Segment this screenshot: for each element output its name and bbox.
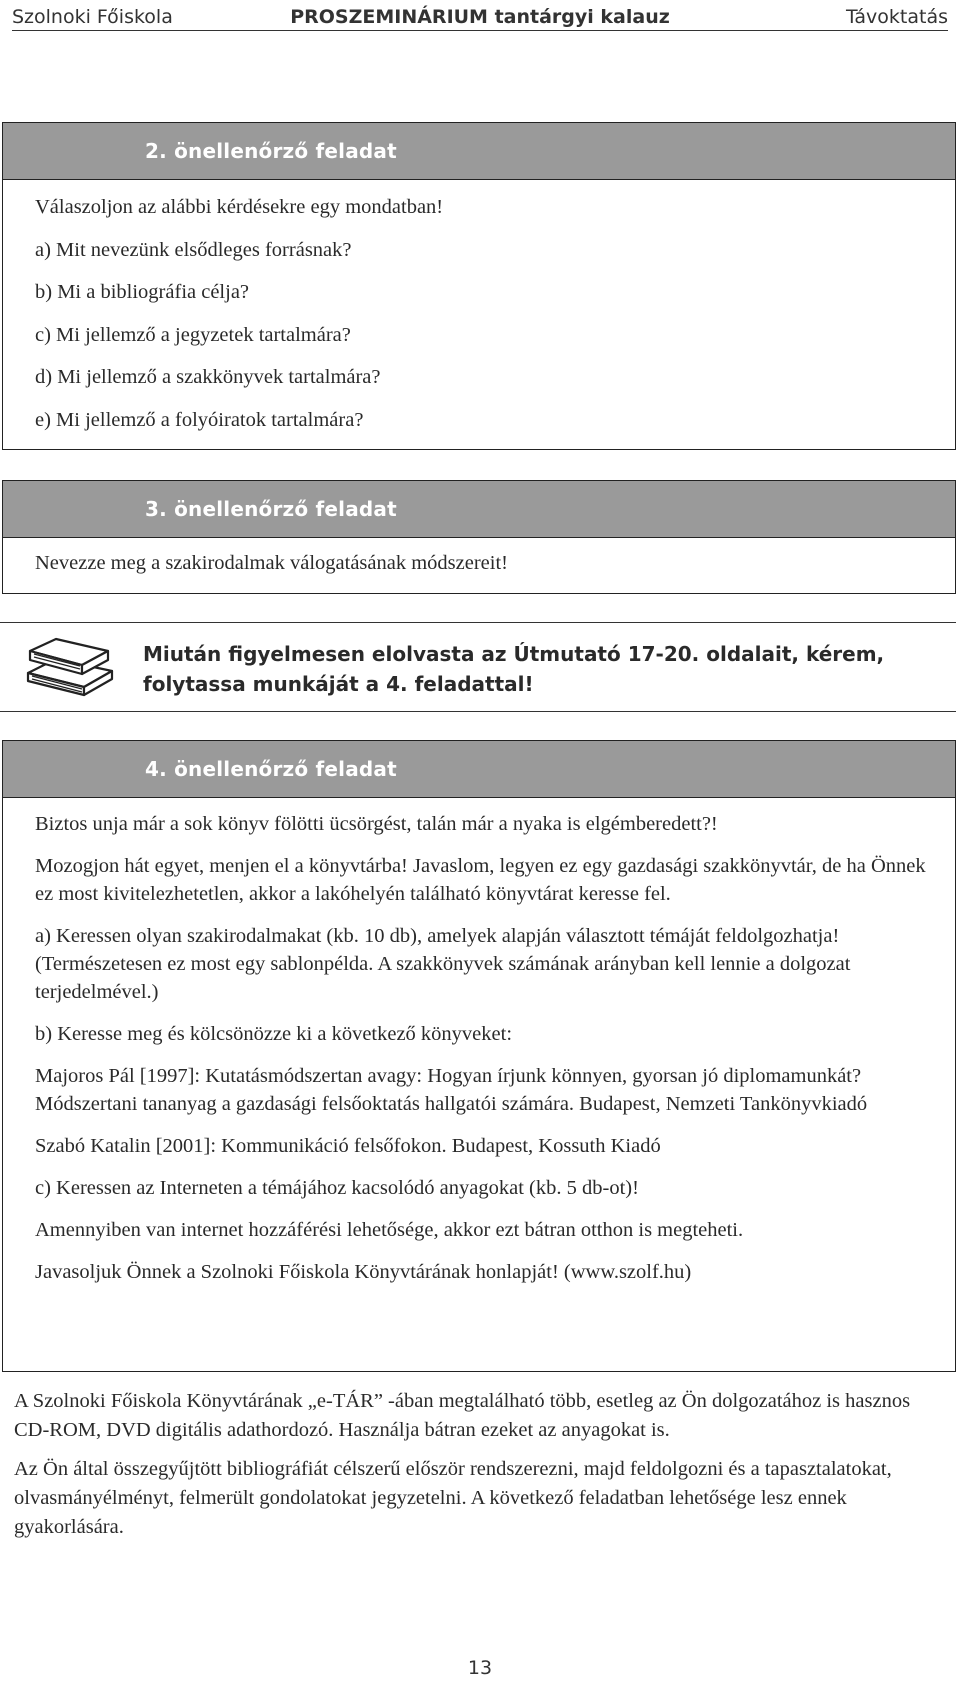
exercise-4-title: 4. önellenőrző feladat (3, 741, 955, 798)
header-institution: Szolnoki Főiskola (12, 6, 173, 28)
exercise-2-question-b: b) Mi a bibliográfia célja? (35, 281, 250, 303)
exercise-2-title: 2. önellenőrző feladat (3, 123, 955, 180)
reading-callout (0, 622, 956, 712)
exercise-2-question-c: c) Mi jellemző a jegyzetek tartalmára? (35, 323, 351, 346)
exercise-4-task-a: a) Keressen olyan szakirodalmakat (kb. 10 db), amelyek alapján választott témáját feldolgozhatja! (Természetesen ez most egy sablonpélda. A szakkönyvek számának arányban kell lennie a dolgozat terjedelmével.) (35, 925, 851, 1003)
body-paragraph-etar: A Szolnoki Főiskola Könyvtárának „e-TÁR” -ában megtalálható több, esetleg az Ön dolgozatához is hasznos CD-ROM, DVD digitális adathordozó. Használja bátran ezeket az anyagokat is. (14, 1390, 911, 1441)
exercise-4-intro: Biztos unja már a sok könyv fölötti ücsörgést, talán már a nyaka is elgémberedett?! (35, 813, 718, 835)
body-text (14, 1387, 944, 1552)
callout-line-2: folytassa munkáját a 4. feladattal! (143, 672, 534, 696)
exercise-4-website-recommendation: Javasoljuk Önnek a Szolnoki Főiskola Könyvtárának honlapját! (www.szolf.hu) (35, 1261, 692, 1283)
page-number: 13 (467, 1657, 493, 1679)
exercise-3-box (2, 480, 956, 594)
callout-text (143, 639, 933, 699)
exercise-2-question-d: d) Mi jellemző a szakkönyvek tartalmára? (35, 366, 381, 388)
books-icon (22, 635, 116, 702)
exercise-4-library-paragraph: Mozogjon hát egyet, menjen el a könyvtárba! Javaslom, legyen ez egy gazdasági szakkönyvtár, de ha Önnek ez most kivitelezhetetlen, akkor a lakóhelyén található könyvtárat keresse fel. (35, 855, 926, 905)
exercise-4-box (2, 740, 956, 1372)
exercise-3-title: 3. önellenőrző feladat (3, 481, 955, 538)
exercise-2-question-e: e) Mi jellemző a folyóiratok tartalmára? (35, 408, 364, 431)
exercise-4-task-c: c) Keressen az Interneten a témájához kacsolódó anyagokat (kb. 5 db-ot)! (35, 1177, 639, 1199)
exercise-2-body (3, 180, 955, 449)
exercise-2-question-a: a) Mit nevezünk elsődleges forrásnak? (35, 238, 352, 261)
exercise-2-box (2, 122, 956, 450)
exercise-2-instruction: Válaszoljon az alábbi kérdésekre egy mondatban! (35, 196, 444, 218)
exercise-3-text: Nevezze meg a szakirodalmak válogatásának módszereit! (35, 552, 508, 574)
exercise-4-task-b: b) Keresse meg és kölcsönözze ki a következő könyveket: (35, 1023, 513, 1045)
header-course-title: PROSZEMINÁRIUM tantárgyi kalauz (290, 6, 670, 28)
exercise-4-body (3, 798, 955, 1308)
body-paragraph-bibliography: Az Ön által összegyűjtött bibliográfiát célszerű először rendszerezni, majd feldolgozni és a tapasztalatokat, olvasmányélményt, felmerült gondolatokat jegyzetelni. A következő feladatban lehetősége lesz ennek gyakorlására. (14, 1458, 892, 1538)
exercise-4-internet-note: Amennyiben van internet hozzáférési lehetősége, akkor ezt bátran otthon is megteheti. (35, 1219, 744, 1241)
exercise-4-reference-majoros: Majoros Pál [1997]: Kutatásmódszertan avagy: Hogyan írjunk könnyen, gyorsan jó diplomamunkát? Módszertani tananyag a gazdasági felsőoktatás hallgatói számára. Budapest, Nemzeti Tankönyvkiadó (35, 1065, 868, 1115)
callout-line-1: Miután figyelmesen elolvasta az Útmutató 17-20. oldalait, kérem, (143, 642, 885, 666)
exercise-4-reference-szabo: Szabó Katalin [2001]: Kommunikáció felsőfokon. Budapest, Kossuth Kiadó (35, 1135, 661, 1157)
header-mode: Távoktatás (845, 6, 948, 28)
exercise-3-body (3, 538, 955, 583)
running-header (12, 4, 948, 31)
